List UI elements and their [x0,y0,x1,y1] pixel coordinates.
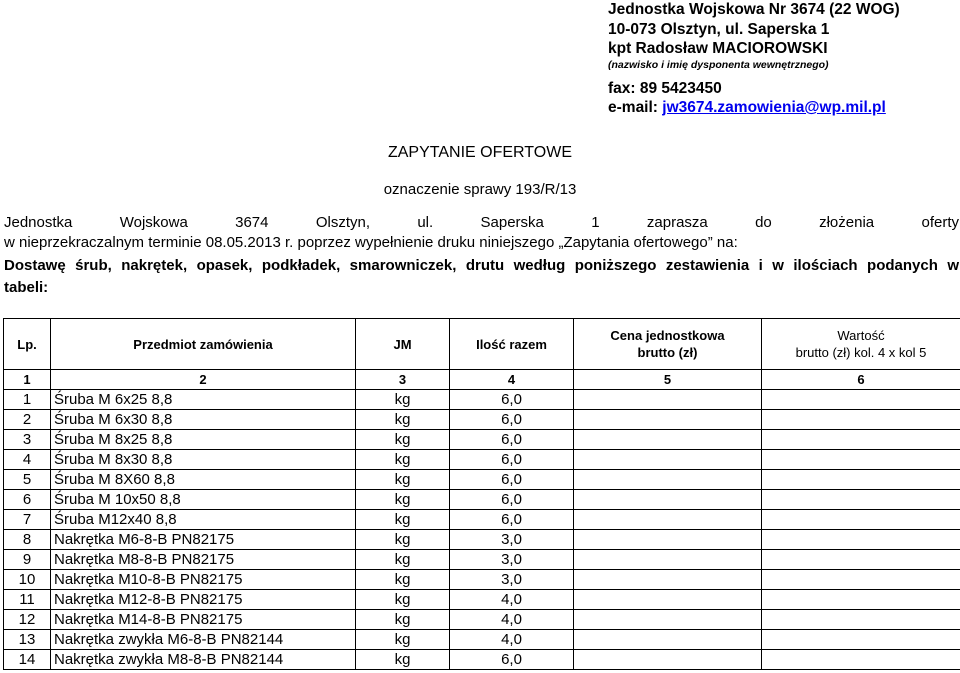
order-table [3,318,960,670]
row-value[interactable] [762,630,960,650]
row-unit-price[interactable] [574,590,762,610]
row-qty: 6,0 [450,450,574,470]
header-value-line1: Wartość [837,328,885,343]
row-jm: kg [356,390,450,410]
row-jm: kg [356,530,450,550]
table-row [4,410,960,430]
row-item: Śruba M 6x30 8,8 [51,410,356,430]
row-unit-price[interactable] [574,530,762,550]
header-unit-price [574,319,762,370]
column-number-row [4,370,960,390]
row-item: Nakrętka M6-8-B PN82175 [51,530,356,550]
row-value[interactable] [762,510,960,530]
dispatcher-note: (nazwisko i imię dysponenta wewnętrznego) [608,58,829,71]
row-qty: 6,0 [450,410,574,430]
row-qty: 4,0 [450,630,574,650]
row-qty: 6,0 [450,510,574,530]
table-row [4,650,960,670]
row-qty: 3,0 [450,530,574,550]
row-lp: 5 [4,470,51,490]
row-unit-price[interactable] [574,550,762,570]
table-row [4,390,960,410]
row-jm: kg [356,570,450,590]
row-value[interactable] [762,590,960,610]
row-lp: 4 [4,450,51,470]
row-jm: kg [356,630,450,650]
document-title: ZAPYTANIE OFERTOWE [387,144,573,161]
header-unit-price-line2: brutto (zł) [637,345,698,360]
header-unit-price-line1: Cena jednostkowa [610,328,725,343]
row-lp: 14 [4,650,51,670]
table-header-row [4,319,960,370]
row-qty: 6,0 [450,650,574,670]
row-value[interactable] [762,390,960,410]
row-item: Śruba M 8x25 8,8 [51,430,356,450]
row-jm: kg [356,610,450,630]
intro-line-1: Jednostka Wojskowa 3674 Olsztyn, ul. Saperska 1 zaprasza do złożenia oferty [4,214,959,231]
email-label: e-mail: [608,99,663,116]
row-unit-price[interactable] [574,410,762,430]
row-value[interactable] [762,450,960,470]
row-jm: kg [356,470,450,490]
row-qty: 6,0 [450,390,574,410]
table-row [4,510,960,530]
row-jm: kg [356,490,450,510]
row-unit-price[interactable] [574,470,762,490]
row-jm: kg [356,590,450,610]
col-number: 5 [574,370,762,390]
row-lp: 11 [4,590,51,610]
intro-line-2: w nieprzekraczalnym terminie 08.05.2013 r. poprzez wypełnienie druku niniejszego „Zapytania ofertowego” na: [4,234,738,251]
case-reference: oznaczenie sprawy 193/R/13 [383,181,577,198]
row-item: Nakrętka M14-8-B PN82175 [51,610,356,630]
sender-header [608,0,960,118]
col-number: 3 [356,370,450,390]
table-row [4,530,960,550]
header-jm: JM [356,319,450,370]
intro-line-3: Dostawę śrub, nakrętek, opasek, podkładek, smarowniczek, drutu według poniższego zestawienia i w ilościach podanych w [4,257,959,274]
row-unit-price[interactable] [574,610,762,630]
table-row [4,550,960,570]
row-value[interactable] [762,490,960,510]
row-lp: 10 [4,570,51,590]
row-qty: 4,0 [450,590,574,610]
header-value-line2: brutto (zł) kol. 4 x kol 5 [795,345,927,360]
header-value [762,319,960,370]
row-value[interactable] [762,430,960,450]
row-lp: 9 [4,550,51,570]
row-qty: 3,0 [450,550,574,570]
row-jm: kg [356,510,450,530]
row-item: Śruba M 10x50 8,8 [51,490,356,510]
row-item: Nakrętka M10-8-B PN82175 [51,570,356,590]
row-lp: 6 [4,490,51,510]
row-value[interactable] [762,610,960,630]
row-lp: 8 [4,530,51,550]
table-row [4,450,960,470]
row-lp: 7 [4,510,51,530]
header-qty: Ilość razem [450,319,574,370]
email-line [608,98,960,118]
table-row [4,570,960,590]
row-qty: 6,0 [450,430,574,450]
col-number: 6 [762,370,960,390]
header-item: Przedmiot zamówienia [51,319,356,370]
unit-name: Jednostka Wojskowa Nr 3674 (22 WOG) [608,1,900,18]
row-unit-price[interactable] [574,630,762,650]
row-value[interactable] [762,650,960,670]
row-item: Śruba M12x40 8,8 [51,510,356,530]
row-lp: 13 [4,630,51,650]
row-lp: 2 [4,410,51,430]
row-unit-price[interactable] [574,570,762,590]
row-item: Nakrętka zwykła M6-8-B PN82144 [51,630,356,650]
row-lp: 12 [4,610,51,630]
unit-address: 10-073 Olsztyn, ul. Saperska 1 [608,20,830,38]
dispatcher-name: kpt Radosław MACIOROWSKI [608,40,828,57]
row-value[interactable] [762,470,960,490]
row-jm: kg [356,550,450,570]
col-number: 4 [450,370,574,390]
row-jm: kg [356,450,450,470]
fax-number: fax: 89 5423450 [608,79,722,97]
row-item: Nakrętka M12-8-B PN82175 [51,590,356,610]
row-lp: 1 [4,390,51,410]
row-unit-price[interactable] [574,510,762,530]
row-value[interactable] [762,530,960,550]
row-jm: kg [356,650,450,670]
row-value[interactable] [762,410,960,430]
header-lp: Lp. [4,319,51,370]
row-value[interactable] [762,550,960,570]
intro-line-4: tabeli: [4,279,49,296]
row-item: Nakrętka M8-8-B PN82175 [51,550,356,570]
row-unit-price[interactable] [574,390,762,410]
row-unit-price[interactable] [574,490,762,510]
row-item: Śruba M 6x25 8,8 [51,390,356,410]
row-unit-price[interactable] [574,450,762,470]
row-qty: 6,0 [450,470,574,490]
row-item: Śruba M 8X60 8,8 [51,470,356,490]
row-lp: 3 [4,430,51,450]
row-item: Nakrętka zwykła M8-8-B PN82144 [51,650,356,670]
table-row [4,610,960,630]
row-jm: kg [356,410,450,430]
row-qty: 6,0 [450,490,574,510]
row-item: Śruba M 8x30 8,8 [51,450,356,470]
table-row [4,430,960,450]
row-unit-price[interactable] [574,430,762,450]
row-value[interactable] [762,570,960,590]
table-row [4,630,960,650]
row-qty: 4,0 [450,610,574,630]
col-number: 2 [51,370,356,390]
table-row [4,470,960,490]
email-link[interactable]: jw3674.zamowienia@wp.mil.pl [662,99,886,116]
col-number: 1 [4,370,51,390]
table-row [4,490,960,510]
row-unit-price[interactable] [574,650,762,670]
row-qty: 3,0 [450,570,574,590]
row-jm: kg [356,430,450,450]
table-row [4,590,960,610]
